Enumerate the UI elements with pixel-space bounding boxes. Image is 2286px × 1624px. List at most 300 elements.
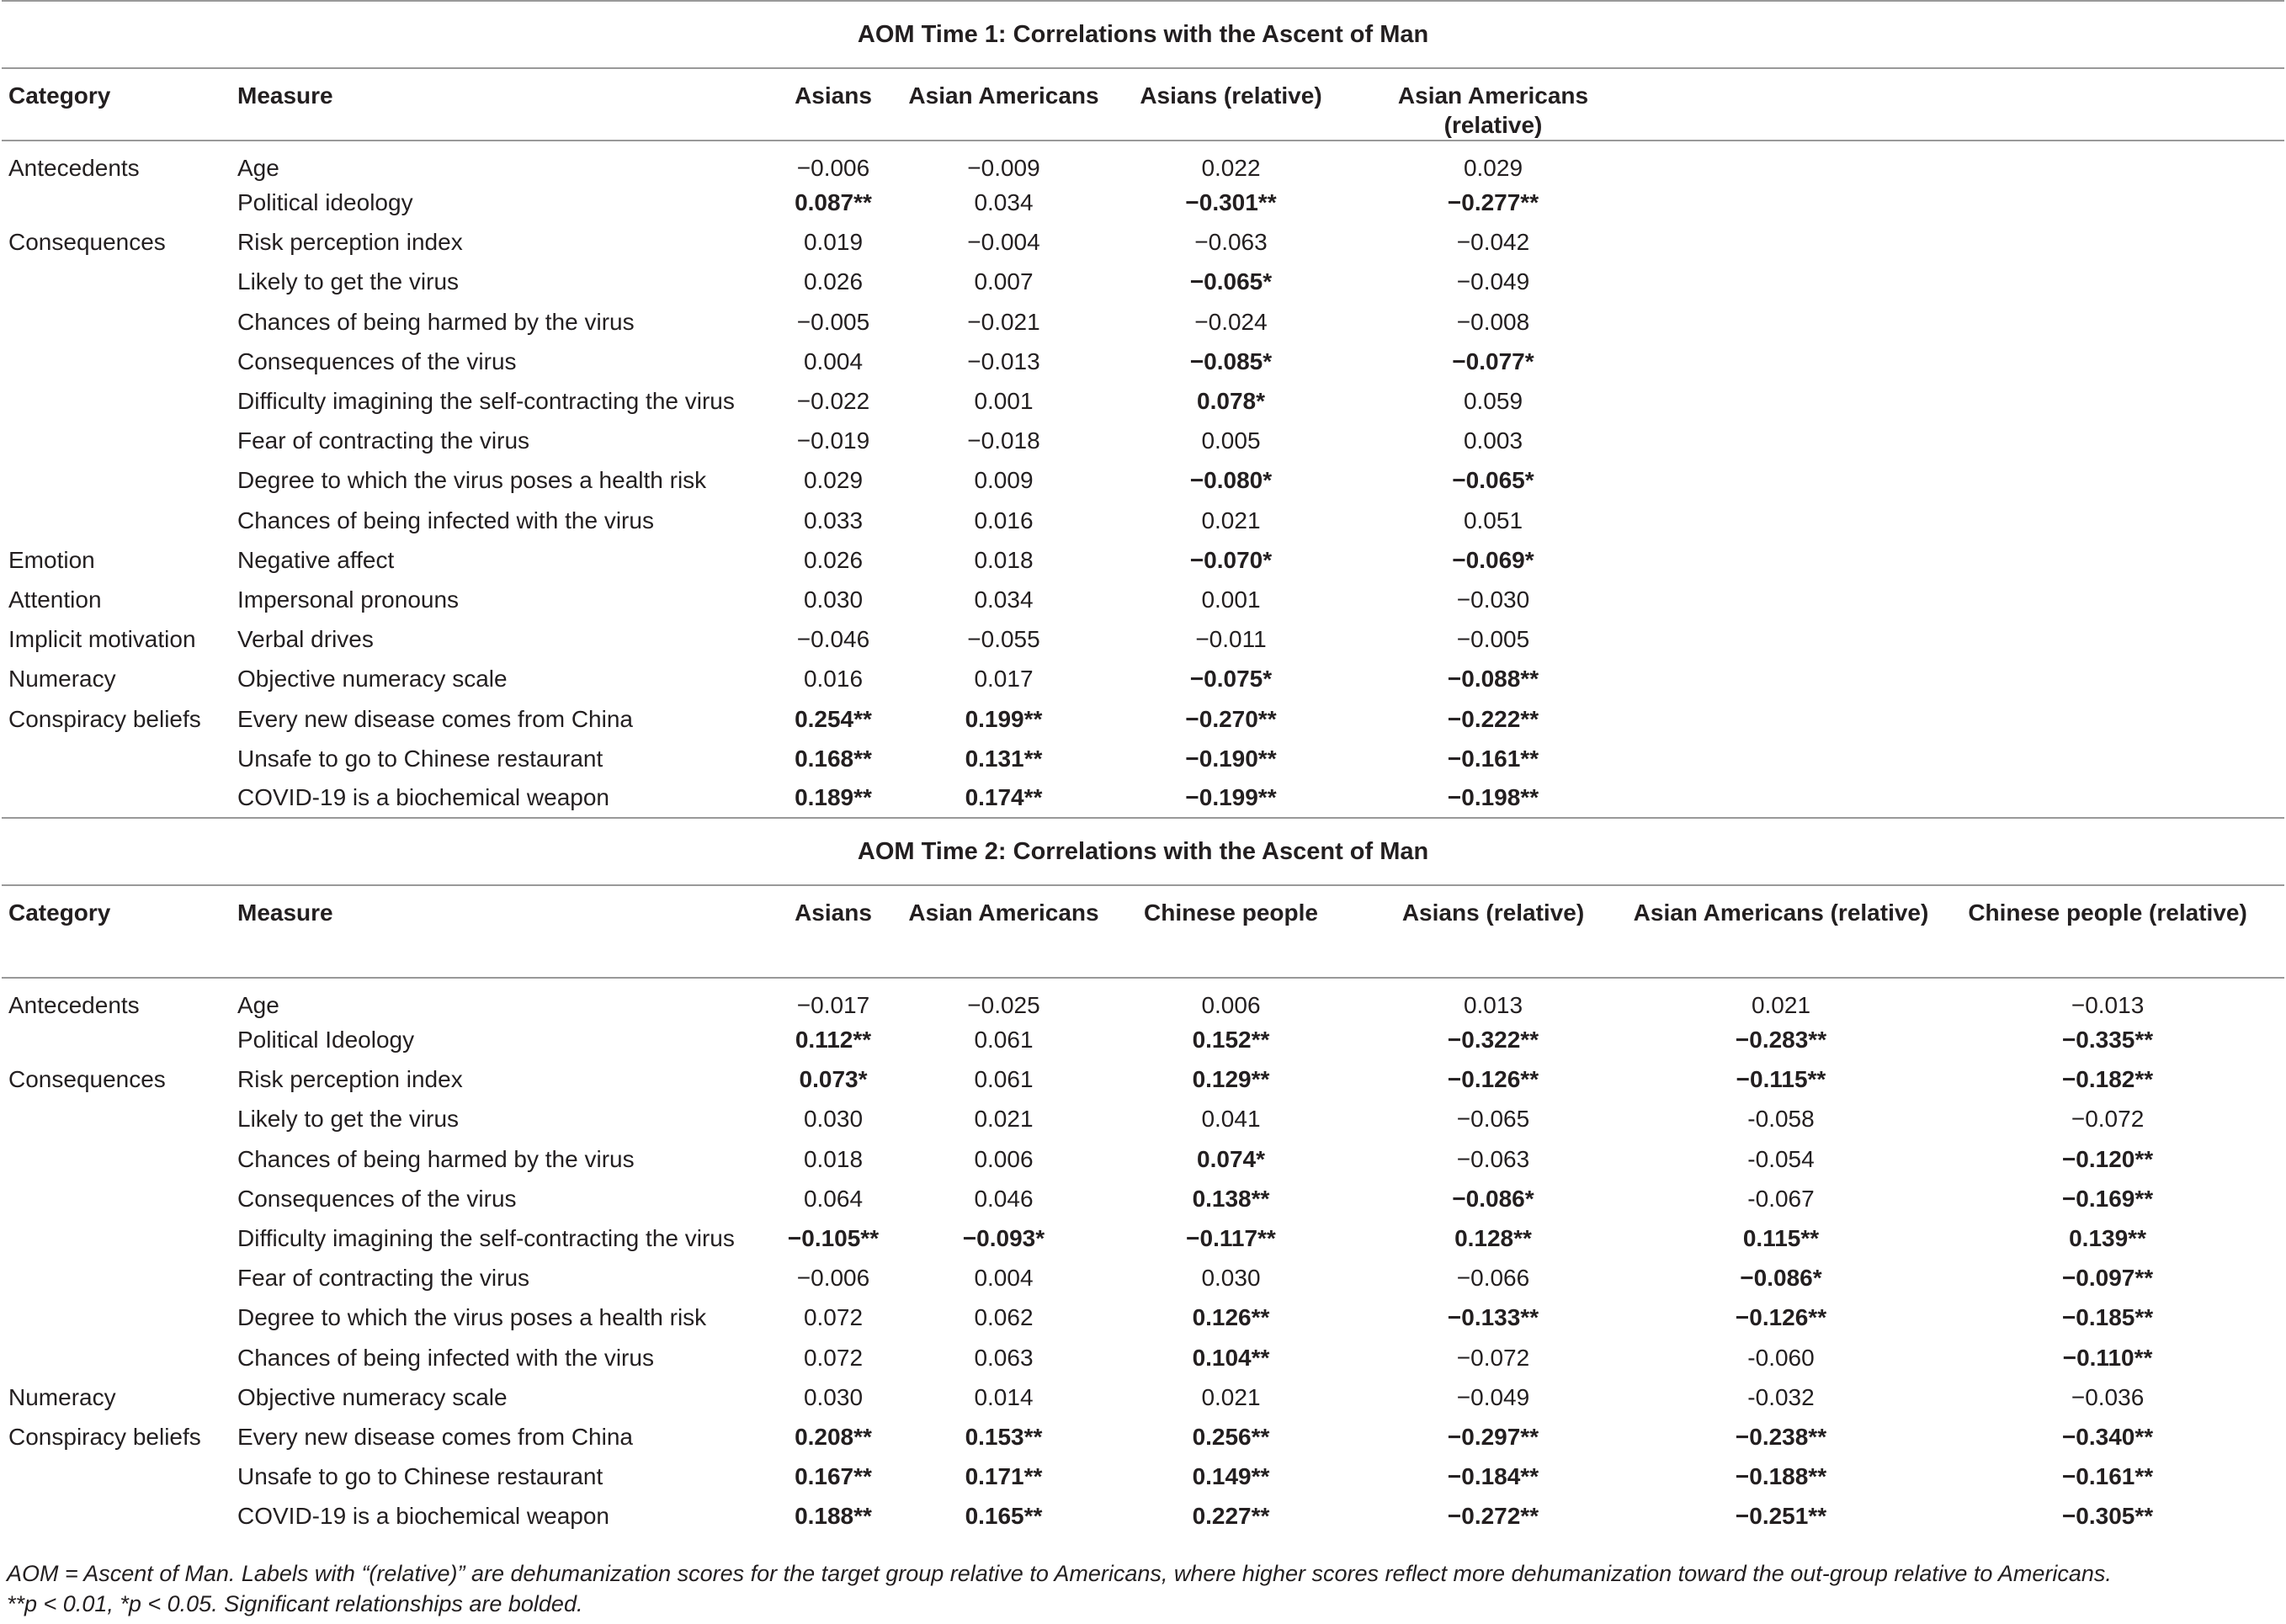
- value-cell: −0.072: [1456, 1344, 1530, 1371]
- value-cell: -0.058: [1747, 1106, 1815, 1133]
- value-cell: 0.174**: [965, 784, 1043, 811]
- category-cell: Consequences: [8, 229, 166, 256]
- value-cell: −0.066: [1456, 1265, 1530, 1292]
- empty-cell: [1631, 421, 1931, 460]
- table-row: [2, 1457, 2284, 1496]
- table-row: [2, 1298, 2284, 1337]
- value-cell: 0.131**: [965, 745, 1043, 772]
- empty-cell: [1631, 619, 1931, 659]
- empty-cell: [1931, 302, 2284, 342]
- category-cell: Consequences: [8, 1066, 166, 1093]
- value-cell: 0.003: [1463, 427, 1523, 454]
- value-cell: 0.072: [803, 1304, 864, 1331]
- empty-cell: [1631, 540, 1931, 580]
- value-cell: −0.272**: [1447, 1503, 1539, 1530]
- measure-cell: Chances of being infected with the virus: [237, 1344, 654, 1371]
- value-cell: 0.256**: [1192, 1423, 1270, 1450]
- value-cell: 0.074*: [1197, 1145, 1265, 1172]
- category-cell: [2, 739, 237, 778]
- table1-header-2: Asians: [766, 68, 901, 141]
- value-cell: 0.064: [803, 1185, 864, 1212]
- value-cell: −0.238**: [1735, 1423, 1827, 1450]
- value-cell: −0.013: [967, 348, 1040, 374]
- value-cell: −0.322**: [1447, 1027, 1539, 1053]
- table-row: [2, 1417, 2284, 1457]
- value-cell: −0.004: [967, 229, 1040, 256]
- category-cell: Conspiracy beliefs: [8, 1423, 201, 1450]
- value-cell: −0.009: [967, 155, 1040, 181]
- value-cell: −0.277**: [1447, 189, 1539, 216]
- table1-header-1: Measure: [237, 68, 766, 141]
- value-cell: −0.086*: [1452, 1185, 1534, 1212]
- measure-cell: Consequences of the virus: [237, 1185, 517, 1212]
- table-row: [2, 540, 2284, 580]
- value-cell: −0.049: [1456, 1383, 1530, 1410]
- empty-cell: [1931, 381, 2284, 421]
- value-cell: −0.021: [967, 308, 1040, 335]
- category-cell: Conspiracy beliefs: [8, 705, 201, 732]
- value-cell: 0.087**: [795, 189, 872, 216]
- value-cell: 0.017: [974, 666, 1034, 693]
- value-cell: −0.297**: [1447, 1423, 1539, 1450]
- table2-title-row: [2, 818, 2284, 885]
- category-cell: Numeracy: [8, 666, 116, 693]
- value-cell: 0.021: [1201, 507, 1261, 533]
- value-cell: 0.167**: [795, 1463, 872, 1490]
- empty-cell: [1631, 580, 1931, 619]
- value-cell: −0.006: [796, 155, 870, 181]
- table2-title: AOM Time 2: Correlations with the Ascent of Man: [2, 818, 2284, 885]
- category-cell: [2, 421, 237, 460]
- value-cell: -0.067: [1747, 1185, 1815, 1212]
- measure-cell: Chances of being infected with the virus: [237, 507, 654, 533]
- category-cell: [2, 1139, 237, 1179]
- value-cell: −0.301**: [1185, 189, 1277, 216]
- value-cell: −0.120**: [2061, 1145, 2154, 1172]
- value-cell: −0.335**: [2061, 1027, 2154, 1053]
- table1-header-3: Asian Americans: [901, 68, 1107, 141]
- category-cell: Implicit motivation: [8, 626, 196, 653]
- value-cell: 0.104**: [1192, 1344, 1270, 1371]
- value-cell: 0.026: [803, 546, 864, 573]
- value-cell: −0.063: [1194, 229, 1268, 256]
- empty-cell: [1631, 460, 1931, 500]
- value-cell: 0.059: [1463, 388, 1523, 415]
- value-cell: −0.251**: [1735, 1503, 1827, 1530]
- value-cell: −0.070*: [1189, 546, 1273, 573]
- table-row: [2, 619, 2284, 659]
- category-cell: [2, 1457, 237, 1496]
- value-cell: 0.029: [803, 467, 864, 494]
- value-cell: −0.018: [967, 427, 1040, 454]
- value-cell: 0.188**: [795, 1503, 872, 1530]
- value-cell: 0.001: [1201, 586, 1261, 613]
- table1-header-empty: [1931, 68, 2284, 141]
- value-cell: 0.030: [803, 1106, 864, 1133]
- measure-cell: Age: [237, 155, 279, 181]
- measure-cell: Unsafe to go to Chinese restaurant: [237, 1463, 603, 1490]
- measure-cell: Objective numeracy scale: [237, 666, 508, 693]
- value-cell: −0.110**: [2062, 1344, 2153, 1371]
- measure-cell: Verbal drives: [237, 626, 374, 653]
- value-cell: 0.051: [1463, 507, 1523, 533]
- table2-header-6: Asian Americans (relative): [1631, 885, 1931, 978]
- value-cell: −0.088**: [1447, 666, 1539, 693]
- table2-header-1: Measure: [237, 885, 766, 978]
- category-cell: Antecedents: [8, 155, 140, 181]
- measure-cell: Age: [237, 992, 279, 1018]
- value-cell: 0.129**: [1192, 1066, 1270, 1093]
- table-row: [2, 460, 2284, 500]
- value-cell: −0.188**: [1735, 1463, 1827, 1490]
- table-row: [2, 421, 2284, 460]
- table-row: [2, 698, 2284, 738]
- value-cell: 0.006: [974, 1145, 1034, 1172]
- value-cell: 0.007: [974, 268, 1034, 295]
- category-cell: [2, 460, 237, 500]
- value-cell: 0.128**: [1454, 1225, 1532, 1252]
- value-cell: −0.055: [967, 626, 1040, 653]
- value-cell: 0.022: [1201, 155, 1261, 181]
- value-cell: 0.013: [1463, 992, 1523, 1018]
- value-cell: −0.011: [1195, 626, 1267, 653]
- measure-cell: Chances of being harmed by the virus: [237, 1145, 635, 1172]
- category-cell: [2, 1258, 237, 1298]
- table-row: [2, 659, 2284, 698]
- measure-cell: Every new disease comes from China: [237, 705, 633, 732]
- value-cell: -0.060: [1747, 1344, 1815, 1371]
- empty-cell: [1631, 262, 1931, 301]
- value-cell: 0.138**: [1192, 1185, 1270, 1212]
- value-cell: −0.065*: [1189, 268, 1273, 295]
- value-cell: −0.024: [1194, 308, 1268, 335]
- value-cell: −0.190**: [1185, 745, 1277, 772]
- empty-cell: [1631, 381, 1931, 421]
- category-cell: [2, 1218, 237, 1258]
- empty-cell: [1931, 222, 2284, 262]
- empty-cell: [1631, 342, 1931, 381]
- value-cell: 0.029: [1463, 155, 1523, 181]
- value-cell: 0.026: [803, 268, 864, 295]
- value-cell: 0.016: [803, 666, 864, 693]
- value-cell: 0.189**: [795, 784, 872, 811]
- value-cell: −0.072: [2071, 1106, 2145, 1133]
- value-cell: 0.254**: [795, 705, 872, 732]
- value-cell: 0.046: [974, 1185, 1034, 1212]
- value-cell: 0.153**: [965, 1423, 1043, 1450]
- empty-cell: [1931, 659, 2284, 698]
- table-row: [2, 978, 2284, 1020]
- category-cell: [2, 342, 237, 381]
- category-cell: [2, 381, 237, 421]
- table-row: [2, 262, 2284, 301]
- table2-header-3: Asian Americans: [901, 885, 1107, 978]
- value-cell: 0.033: [803, 507, 864, 533]
- table1-title-row: [2, 1, 2284, 68]
- table-row: [2, 302, 2284, 342]
- table-row: [2, 222, 2284, 262]
- value-cell: −0.199**: [1185, 784, 1277, 811]
- table-row: [2, 739, 2284, 778]
- value-cell: −0.077*: [1452, 348, 1534, 374]
- value-cell: −0.030: [1456, 586, 1530, 613]
- measure-cell: Risk perception index: [237, 1066, 463, 1093]
- empty-cell: [1931, 183, 2284, 222]
- value-cell: −0.340**: [2061, 1423, 2154, 1450]
- value-cell: 0.072: [803, 1344, 864, 1371]
- category-cell: [2, 501, 237, 540]
- value-cell: 0.112**: [795, 1027, 872, 1053]
- value-cell: 0.004: [974, 1265, 1034, 1292]
- value-cell: −0.085*: [1189, 348, 1273, 374]
- footnote-significance: **p < 0.01, *p < 0.05. Significant relationships are bolded.: [7, 1591, 583, 1616]
- value-cell: 0.014: [974, 1383, 1034, 1410]
- value-cell: −0.017: [796, 992, 870, 1018]
- measure-cell: Political Ideology: [237, 1027, 415, 1053]
- value-cell: −0.042: [1456, 229, 1530, 256]
- empty-cell: [1631, 302, 1931, 342]
- value-cell: 0.149**: [1192, 1463, 1270, 1490]
- value-cell: −0.008: [1456, 308, 1530, 335]
- table1-header-empty: [1631, 68, 1931, 141]
- table-footnote: [7, 1558, 2279, 1619]
- table-row: [2, 580, 2284, 619]
- value-cell: 0.041: [1201, 1106, 1261, 1133]
- value-cell: 0.019: [803, 229, 864, 256]
- category-cell: [2, 1496, 237, 1536]
- empty-cell: [1931, 698, 2284, 738]
- empty-cell: [1931, 540, 2284, 580]
- category-cell: [2, 1179, 237, 1218]
- value-cell: −0.093*: [962, 1225, 1045, 1252]
- measure-cell: Degree to which the virus poses a health risk: [237, 1304, 707, 1331]
- empty-cell: [1631, 222, 1931, 262]
- value-cell: −0.169**: [2061, 1185, 2154, 1212]
- value-cell: 0.030: [803, 586, 864, 613]
- table2-header-7: Chinese people (relative): [1931, 885, 2284, 978]
- value-cell: −0.161**: [2061, 1463, 2154, 1490]
- empty-cell: [1631, 659, 1931, 698]
- empty-cell: [1631, 183, 1931, 222]
- table1-header-4: Asians (relative): [1107, 68, 1355, 141]
- value-cell: −0.270**: [1185, 705, 1277, 732]
- empty-cell: [1631, 739, 1931, 778]
- value-cell: −0.126**: [1447, 1066, 1539, 1093]
- table-row: [2, 381, 2284, 421]
- value-cell: −0.115**: [1736, 1066, 1826, 1093]
- table2-header-2: Asians: [766, 885, 901, 978]
- category-cell: Antecedents: [8, 992, 140, 1018]
- value-cell: −0.133**: [1447, 1304, 1539, 1331]
- table-row: [2, 1179, 2284, 1218]
- value-cell: 0.018: [803, 1145, 864, 1172]
- measure-cell: COVID-19 is a biochemical weapon: [237, 1503, 609, 1530]
- value-cell: -0.054: [1747, 1145, 1815, 1172]
- value-cell: 0.062: [974, 1304, 1034, 1331]
- value-cell: 0.004: [803, 348, 864, 374]
- value-cell: 0.021: [1751, 992, 1811, 1018]
- value-cell: −0.305**: [2061, 1503, 2154, 1530]
- value-cell: −0.022: [796, 388, 870, 415]
- table-row: [2, 141, 2284, 183]
- table-row: [2, 501, 2284, 540]
- empty-cell: [1931, 739, 2284, 778]
- value-cell: −0.080*: [1189, 467, 1273, 494]
- empty-cell: [1931, 619, 2284, 659]
- value-cell: 0.021: [974, 1106, 1034, 1133]
- table-row: [2, 1377, 2284, 1417]
- value-cell: −0.097**: [2061, 1265, 2154, 1292]
- measure-cell: Likely to get the virus: [237, 268, 460, 295]
- empty-cell: [1631, 778, 1931, 818]
- value-cell: −0.222**: [1447, 705, 1539, 732]
- value-cell: 0.061: [974, 1066, 1034, 1093]
- measure-cell: Degree to which the virus poses a health risk: [237, 467, 707, 494]
- table-row: [2, 1099, 2284, 1138]
- table-row: [2, 183, 2284, 222]
- empty-cell: [1931, 141, 2284, 183]
- measure-cell: Fear of contracting the virus: [237, 1265, 530, 1292]
- table2-header-row: [2, 885, 2284, 978]
- empty-cell: [1631, 698, 1931, 738]
- measure-cell: Consequences of the virus: [237, 348, 517, 374]
- value-cell: 0.021: [1201, 1383, 1261, 1410]
- measure-cell: Difficulty imagining the self-contracting the virus: [237, 388, 735, 415]
- value-cell: −0.019: [796, 427, 870, 454]
- measure-cell: Difficulty imagining the self-contracting the virus: [237, 1225, 735, 1252]
- value-cell: −0.049: [1456, 268, 1530, 295]
- empty-cell: [1931, 262, 2284, 301]
- value-cell: 0.001: [974, 388, 1034, 415]
- measure-cell: Likely to get the virus: [237, 1106, 460, 1133]
- empty-cell: [1931, 421, 2284, 460]
- table-row: [2, 1020, 2284, 1059]
- value-cell: 0.005: [1201, 427, 1261, 454]
- value-cell: 0.227**: [1192, 1503, 1270, 1530]
- value-cell: 0.034: [974, 586, 1034, 613]
- category-cell: [2, 1298, 237, 1337]
- table1-title: AOM Time 1: Correlations with the Ascent of Man: [2, 1, 2284, 68]
- value-cell: −0.006: [796, 1265, 870, 1292]
- table-row: [2, 1258, 2284, 1298]
- value-cell: 0.016: [974, 507, 1034, 533]
- value-cell: −0.063: [1456, 1145, 1530, 1172]
- value-cell: −0.013: [2071, 992, 2145, 1018]
- empty-cell: [1931, 342, 2284, 381]
- value-cell: 0.034: [974, 189, 1034, 216]
- measure-cell: Every new disease comes from China: [237, 1423, 633, 1450]
- table-row: [2, 1218, 2284, 1258]
- value-cell: −0.005: [796, 308, 870, 335]
- value-cell: 0.208**: [795, 1423, 872, 1450]
- value-cell: 0.152**: [1192, 1027, 1270, 1053]
- value-cell: 0.126**: [1192, 1304, 1270, 1331]
- measure-cell: Chances of being harmed by the virus: [237, 308, 635, 335]
- category-cell: [2, 1099, 237, 1138]
- value-cell: 0.063: [974, 1344, 1034, 1371]
- value-cell: 0.009: [974, 467, 1034, 494]
- value-cell: 0.199**: [965, 705, 1043, 732]
- value-cell: −0.105**: [787, 1225, 880, 1252]
- measure-cell: Objective numeracy scale: [237, 1383, 508, 1410]
- value-cell: 0.078*: [1197, 388, 1265, 415]
- value-cell: −0.046: [796, 626, 870, 653]
- category-cell: Numeracy: [8, 1383, 116, 1410]
- value-cell: −0.086*: [1740, 1265, 1822, 1292]
- correlation-table: [2, 0, 2284, 1536]
- value-cell: −0.283**: [1735, 1027, 1827, 1053]
- category-cell: [2, 302, 237, 342]
- value-cell: −0.198**: [1447, 784, 1539, 811]
- measure-cell: Unsafe to go to Chinese restaurant: [237, 745, 603, 772]
- table1-header-0: Category: [2, 68, 237, 141]
- value-cell: −0.005: [1456, 626, 1530, 653]
- value-cell: 0.171**: [965, 1463, 1043, 1490]
- value-cell: 0.115**: [1742, 1225, 1820, 1252]
- value-cell: 0.168**: [795, 745, 872, 772]
- footnote-definition: AOM = Ascent of Man. Labels with “(relative)” are dehumanization scores for the target group relative to Americans, where higher scores reflect more dehumanization toward the out-group relative to Americans.: [7, 1561, 2112, 1586]
- measure-cell: COVID-19 is a biochemical weapon: [237, 784, 609, 811]
- value-cell: 0.030: [1201, 1265, 1261, 1292]
- value-cell: 0.073*: [799, 1066, 868, 1093]
- empty-cell: [1931, 778, 2284, 818]
- value-cell: −0.184**: [1447, 1463, 1539, 1490]
- value-cell: −0.182**: [2061, 1066, 2154, 1093]
- category-cell: [2, 183, 237, 222]
- measure-cell: Political ideology: [237, 189, 413, 216]
- category-cell: [2, 1020, 237, 1059]
- category-cell: Emotion: [8, 546, 95, 573]
- value-cell: 0.139**: [2069, 1225, 2146, 1252]
- category-cell: [2, 1338, 237, 1377]
- value-cell: −0.025: [967, 992, 1040, 1018]
- value-cell: −0.126**: [1735, 1304, 1827, 1331]
- empty-cell: [1931, 501, 2284, 540]
- value-cell: −0.036: [2071, 1383, 2145, 1410]
- value-cell: 0.006: [1201, 992, 1261, 1018]
- table2-header-5: Asians (relative): [1355, 885, 1631, 978]
- table-row: [2, 778, 2284, 818]
- value-cell: 0.018: [974, 546, 1034, 573]
- value-cell: 0.030: [803, 1383, 864, 1410]
- measure-cell: Risk perception index: [237, 229, 463, 256]
- category-cell: Attention: [8, 586, 102, 613]
- empty-cell: [1931, 460, 2284, 500]
- table2-header-4: Chinese people: [1107, 885, 1355, 978]
- empty-cell: [1931, 580, 2284, 619]
- empty-cell: [1631, 141, 1931, 183]
- value-cell: -0.032: [1747, 1383, 1815, 1410]
- category-cell: [2, 778, 237, 818]
- table-row: [2, 1139, 2284, 1179]
- value-cell: −0.185**: [2061, 1304, 2154, 1331]
- value-cell: −0.069*: [1452, 546, 1534, 573]
- measure-cell: Impersonal pronouns: [237, 586, 460, 613]
- measure-cell: Negative affect: [237, 546, 395, 573]
- value-cell: −0.065: [1456, 1106, 1530, 1133]
- value-cell: −0.065*: [1452, 467, 1534, 494]
- value-cell: −0.117**: [1186, 1225, 1276, 1252]
- value-cell: −0.075*: [1189, 666, 1273, 693]
- table-row: [2, 1059, 2284, 1099]
- table-row: [2, 1338, 2284, 1377]
- table1-header-5: Asian Americans (relative): [1355, 68, 1631, 141]
- empty-cell: [1631, 501, 1931, 540]
- measure-cell: Fear of contracting the virus: [237, 427, 530, 454]
- value-cell: 0.061: [974, 1027, 1034, 1053]
- table2-header-0: Category: [2, 885, 237, 978]
- table1-header-row: [2, 68, 2284, 141]
